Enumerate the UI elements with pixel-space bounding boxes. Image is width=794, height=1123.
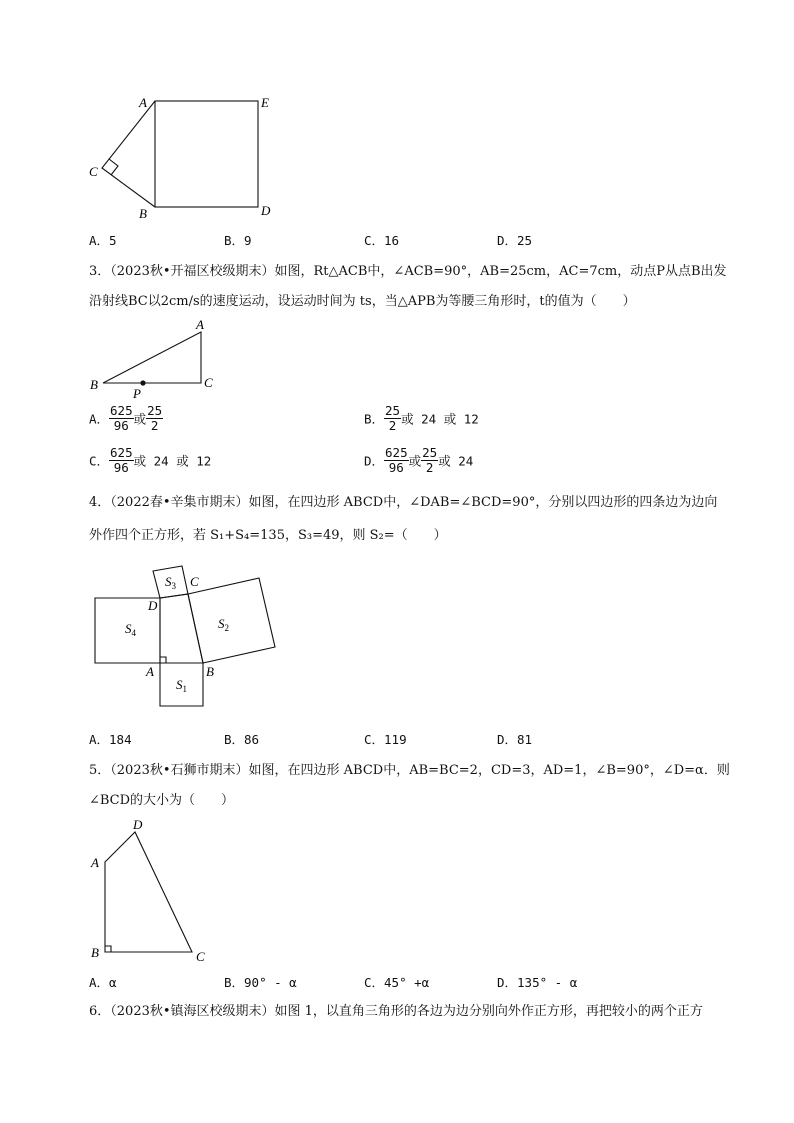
q4-option-c: C．119 — [364, 732, 407, 747]
q3-option-d — [364, 446, 473, 475]
q3-option-d-frac2-num: 25 — [422, 445, 438, 460]
q3-option-b-frac1 — [384, 404, 401, 433]
q3-option-c-tail: 或 24 或 12 — [133, 453, 212, 469]
q5-option-a: A．α — [89, 975, 117, 990]
q3-option-a-frac2 — [146, 404, 163, 433]
q2-label-a: A — [139, 95, 147, 110]
q3-label-p: P — [133, 386, 141, 400]
q3-option-d-frac1-num: 625 — [385, 445, 408, 460]
q3-option-d-frac1-den: 96 — [388, 460, 404, 475]
q3-option-a-frac1 — [109, 404, 134, 433]
q5-figure — [85, 814, 215, 964]
q3-label-c: C — [204, 375, 213, 390]
q2-label-b: B — [139, 206, 147, 221]
q2-right-angle-mark — [109, 159, 118, 175]
q3-option-d-frac2 — [421, 446, 438, 475]
q3-stem-line1: 3．（2023秋•开福区校级期末）如图，Rt△ACB中，∠ACB=90°，AB=25cm，AC=7cm，动点P从点B出发 — [89, 264, 727, 279]
q3-option-c — [89, 446, 211, 475]
q2-figure — [80, 88, 280, 223]
q4-label-s4: $S_4$ — [125, 621, 136, 638]
q5-label-b: B — [91, 945, 99, 960]
q5-label-a: A — [91, 855, 99, 870]
q3-option-b — [364, 404, 479, 433]
q4-right-angle-mark-a — [160, 657, 166, 663]
q4-square-s2 — [188, 578, 275, 663]
q2-label-c: C — [89, 164, 98, 179]
q2-option-d: D．25 — [497, 233, 533, 248]
q6-stem-line1: 6．（2023秋•镇海区校级期末）如图 1，以直角三角形的各边为边分别向外作正方形，再把较小的两个正方 — [89, 1004, 703, 1019]
q3-option-a-frac1-den: 96 — [113, 418, 129, 433]
q4-option-b: B．86 — [224, 732, 260, 747]
q3-figure — [85, 314, 225, 400]
q3-option-a-sep: 或 — [133, 411, 147, 427]
q3-option-c-frac1 — [109, 446, 134, 475]
q3-option-b-tail: 或 24 或 12 — [401, 411, 479, 427]
q3-option-b-frac1-num: 25 — [385, 403, 401, 418]
q4-label-s2: $S_2$ — [218, 616, 229, 633]
q3-point-p — [140, 380, 145, 385]
q3-option-a — [89, 404, 163, 433]
q4-label-b: B — [206, 664, 214, 679]
q3-option-c-frac1-den: 96 — [113, 460, 129, 475]
q4-figure — [88, 558, 288, 713]
q2-square — [155, 101, 258, 207]
q3-label-a: A — [196, 317, 204, 332]
q5-label-c: C — [196, 949, 205, 964]
q3-label-b: B — [90, 377, 98, 392]
q3-option-a-frac1-num: 625 — [110, 403, 133, 418]
q3-triangle — [103, 332, 201, 383]
q5-option-c: C．45° +α — [364, 975, 430, 990]
q3-option-c-prefix: C． — [89, 453, 110, 469]
q4-label-s3: $S_3$ — [165, 574, 176, 591]
q5-right-angle-mark — [105, 946, 111, 952]
q2-label-e: E — [261, 95, 269, 110]
q3-option-c-frac1-num: 625 — [110, 445, 133, 460]
q2-label-d: D — [261, 203, 271, 218]
q5-stem-line1: 5．（2023秋•石狮市期末）如图，在四边形 ABCD中，AB=BC=2，CD=3，AD=1，∠B=90°，∠D=α．则 — [89, 763, 730, 778]
q4-option-a: A．184 — [89, 732, 132, 747]
q2-option-a: A．5 — [89, 233, 117, 248]
q2-option-c: C．16 — [364, 233, 400, 248]
q3-stem-line2: 沿射线BC以2cm/s的速度运动，设运动时间为 ts，当△APB为等腰三角形时，t的值为（ ） — [89, 294, 636, 309]
q3-option-b-prefix: B． — [364, 411, 385, 427]
q5-stem-line2: ∠BCD的大小为（ ） — [89, 793, 235, 808]
q3-option-b-frac1-den: 2 — [388, 418, 397, 433]
q5-option-d: D．135° - α — [497, 975, 578, 990]
q5-option-b: B．90° - α — [224, 975, 297, 990]
q3-option-a-frac2-num: 25 — [147, 403, 163, 418]
q2-option-b: B．9 — [224, 233, 252, 248]
q4-label-s1: $S_1$ — [176, 677, 187, 694]
q3-option-d-prefix: D． — [364, 453, 385, 469]
q4-quadrilateral — [160, 594, 203, 663]
q4-label-d: D — [148, 598, 158, 613]
q5-label-d: D — [133, 817, 143, 832]
q3-option-d-frac1 — [384, 446, 409, 475]
q4-label-a: A — [146, 664, 154, 679]
q3-option-a-prefix: A． — [89, 411, 110, 427]
q4-stem-line2: 外作四个正方形，若 S₁+S₄=135，S₃=49，则 S₂=（ ） — [89, 528, 447, 543]
q3-option-d-frac2-den: 2 — [425, 460, 434, 475]
q3-option-d-sep: 或 — [408, 453, 422, 469]
q3-option-d-tail: 或 24 — [438, 453, 474, 469]
q2-triangle — [102, 101, 155, 207]
q4-stem-line1: 4．（2022春•辛集市期末）如图，在四边形 ABCD中，∠DAB=∠BCD=90°，分别以四边形的四条边为边向 — [89, 495, 718, 510]
q3-option-a-frac2-den: 2 — [150, 418, 159, 433]
q4-label-c: C — [190, 574, 199, 589]
q5-quadrilateral — [105, 832, 192, 952]
q4-option-d: D．81 — [497, 732, 533, 747]
